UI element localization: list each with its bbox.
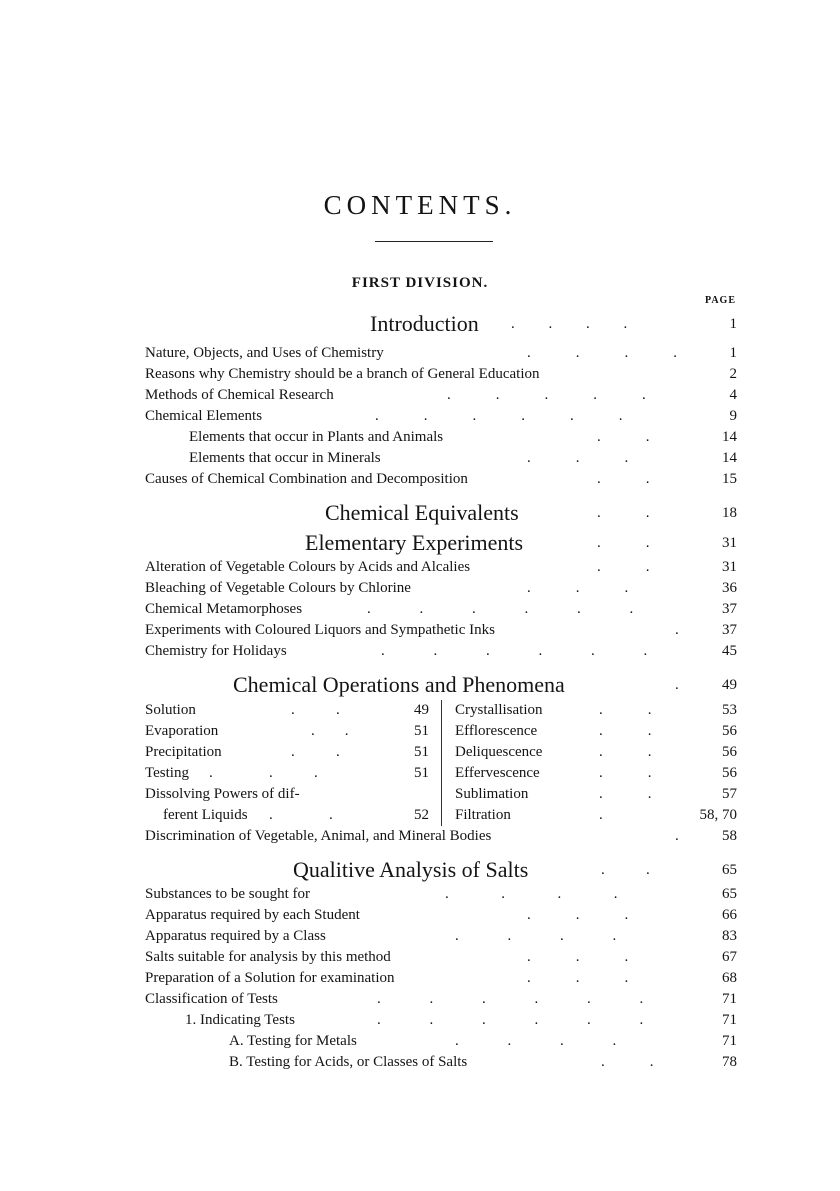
toc-entry <box>145 1031 737 1052</box>
entry-label: B. Testing for Acids, or Classes of Salts <box>229 1054 468 1070</box>
leader-dots: . . . <box>527 580 629 596</box>
leader-dots: . . <box>599 744 652 760</box>
leader-dots: . . . <box>209 765 318 781</box>
column-divider <box>441 700 442 826</box>
toc-entry <box>145 406 737 427</box>
entry-page: 49 <box>722 677 737 693</box>
toc-entry <box>145 641 737 662</box>
entry-label: Causes of Chemical Combination and Decomposition <box>145 471 468 487</box>
toc-entry <box>145 578 737 599</box>
op-label: Efflorescence <box>455 723 538 739</box>
op-page: 56 <box>722 723 737 739</box>
toc-entry <box>145 557 737 578</box>
entry-label: Elements that occur in Plants and Animals <box>189 429 444 445</box>
division-heading: FIRST DIVISION. <box>351 275 489 291</box>
toc-entry <box>145 469 737 490</box>
op-label: Precipitation <box>145 744 222 760</box>
entry-label: Apparatus required by each Student <box>145 907 360 923</box>
entry-page: 71 <box>722 1012 737 1028</box>
leader-dots: . . . . . . <box>375 408 623 424</box>
leader-dots: . . <box>601 862 650 878</box>
entry-page: 67 <box>722 949 737 965</box>
leader-dots: . . <box>597 471 650 487</box>
leader-dots: . . . . <box>455 928 617 944</box>
entry-page: 78 <box>722 1054 737 1070</box>
op-label: Effervescence <box>455 765 540 781</box>
leader-dots: . . <box>597 429 650 445</box>
entry-label: A. Testing for Metals <box>229 1033 357 1049</box>
leader-dots: . . . . . . <box>377 1012 644 1028</box>
entry-label: Introduction <box>370 311 479 336</box>
op-label: Solution <box>145 702 196 718</box>
op-page: 52 <box>414 807 429 823</box>
leader-dots: . . <box>599 765 652 781</box>
toc-entry <box>145 343 737 364</box>
op-label: Evaporation <box>145 723 219 739</box>
entry-page: 1 <box>729 345 737 361</box>
leader-dots: . . . <box>527 450 629 466</box>
leader-dots: . . <box>291 702 340 718</box>
entry-label: Alteration of Vegetable Colours by Acids and Alcalies <box>145 559 471 575</box>
entry-label: Elementary Experiments <box>305 530 524 555</box>
entry-page: 4 <box>729 387 737 403</box>
op-label: Deliquescence <box>455 744 543 760</box>
entry-label: Methods of Chemical Research <box>145 387 334 403</box>
entry-label: Bleaching of Vegetable Colours by Chlorine <box>145 580 411 596</box>
leader-dots: . <box>675 828 679 844</box>
entry-page: 18 <box>722 505 737 521</box>
op-page: 51 <box>414 765 429 781</box>
entry-page: 71 <box>722 1033 737 1049</box>
leader-dots: . . <box>291 744 340 760</box>
entry-label: Reasons why Chemistry should be a branch of General Education <box>145 366 540 382</box>
toc-entry <box>145 884 737 905</box>
leader-dots: . <box>599 807 603 823</box>
op-page: 49 <box>414 702 429 718</box>
entry-page: 14 <box>722 429 737 445</box>
entry-label: Salts suitable for analysis by this method <box>145 949 391 965</box>
entry-page: 68 <box>722 970 737 986</box>
leader-dots: . . <box>597 535 650 551</box>
toc-entry <box>145 826 737 847</box>
leader-dots: . . <box>597 505 650 521</box>
entry-label: Discrimination of Vegetable, Animal, and Mineral Bodies <box>145 828 492 844</box>
entry-page: 71 <box>722 991 737 1007</box>
entry-page: 14 <box>722 450 737 466</box>
leader-dots: . . . . . . <box>377 991 644 1007</box>
toc-entry <box>145 926 737 947</box>
toc-entry <box>145 947 737 968</box>
entry-page: 31 <box>722 535 737 551</box>
entry-page: 31 <box>722 559 737 575</box>
leader-dots: . . . . <box>455 1033 617 1049</box>
leader-dots: . . . <box>527 907 629 923</box>
entry-label: Chemistry for Holidays <box>145 643 287 659</box>
entry-label: 1. Indicating Tests <box>185 1012 295 1028</box>
page-title: CONTENTS. <box>323 190 517 220</box>
entry-label: Chemical Metamorphoses <box>145 601 303 617</box>
leader-dots: . . <box>599 786 652 802</box>
op-page: 51 <box>414 744 429 760</box>
op-label: Dissolving Powers of dif- <box>145 786 300 802</box>
entry-page: 83 <box>722 928 737 944</box>
op-label: ferent Liquids <box>163 807 248 823</box>
op-page: 53 <box>722 702 737 718</box>
op-page: 58, 70 <box>699 807 737 823</box>
toc-entry <box>145 448 737 469</box>
leader-dots: . . . <box>527 949 629 965</box>
toc-entry <box>145 385 737 406</box>
op-page: 56 <box>722 765 737 781</box>
leader-dots: . . <box>599 702 652 718</box>
entry-page: 65 <box>722 886 737 902</box>
entry-label: Qualitive Analysis of Salts <box>293 857 529 882</box>
leader-dots: . . <box>269 807 333 823</box>
title-rule <box>375 241 493 242</box>
toc-entry <box>145 427 737 448</box>
entry-label: Elements that occur in Minerals <box>189 450 381 466</box>
toc-entry <box>145 968 737 989</box>
leader-dots: . . . . . . <box>367 601 634 617</box>
leader-dots: . . . . . . <box>381 643 648 659</box>
entry-label: Preparation of a Solution for examination <box>145 970 395 986</box>
leader-dots: . . <box>597 559 650 575</box>
toc-entry <box>145 364 737 385</box>
toc-entry <box>145 1052 737 1073</box>
leader-dots: . . . <box>527 970 629 986</box>
toc-entry <box>145 1010 737 1031</box>
op-page: 57 <box>722 786 737 802</box>
entry-page: 58 <box>722 828 737 844</box>
entry-label: Apparatus required by a Class <box>145 928 326 944</box>
toc-entry <box>145 599 737 620</box>
toc-entry-qualitive-analysis <box>145 855 737 885</box>
leader-dots: . . <box>311 723 349 739</box>
entry-label: Chemical Elements <box>145 408 263 424</box>
entry-label: Substances to be sought for <box>145 886 310 902</box>
leader-dots: . . <box>601 1054 654 1070</box>
entry-page: 36 <box>722 580 737 596</box>
leader-dots: . . . . <box>527 345 677 361</box>
toc-entry-introduction <box>145 309 737 339</box>
entry-page: 2 <box>729 366 737 382</box>
toc-entry-chemical-operations <box>145 670 737 700</box>
entry-page: 9 <box>729 408 737 424</box>
entry-page: 45 <box>722 643 737 659</box>
entry-page: 37 <box>722 601 737 617</box>
operations-table <box>145 700 737 826</box>
op-label: Filtration <box>455 807 511 823</box>
leader-dots: . . <box>599 723 652 739</box>
toc-entry <box>145 620 737 641</box>
toc-entry-chemical-equivalents <box>145 498 737 528</box>
entry-label: Chemical Equivalents <box>325 500 519 525</box>
entry-page: 1 <box>729 316 737 332</box>
leader-dots: . . . . <box>511 316 628 332</box>
entry-label: Nature, Objects, and Uses of Chemistry <box>145 345 384 361</box>
op-label: Testing <box>145 765 189 781</box>
toc-entry-elementary-experiments <box>145 528 737 558</box>
entry-label: Classification of Tests <box>145 991 278 1007</box>
entry-label: Chemical Operations and Phenomena <box>233 672 565 697</box>
entry-page: 66 <box>722 907 737 923</box>
leader-dots: . <box>675 677 679 693</box>
entry-label: Experiments with Coloured Liquors and Sympathetic Inks <box>145 622 495 638</box>
toc-entry <box>145 905 737 926</box>
op-page: 56 <box>722 744 737 760</box>
toc-entry <box>145 989 737 1010</box>
op-label: Crystallisation <box>455 702 543 718</box>
leader-dots: . <box>675 622 679 638</box>
leader-dots: . . . . . <box>447 387 646 403</box>
op-label: Sublimation <box>455 786 529 802</box>
page-column-header: PAGE <box>704 295 736 306</box>
op-page: 51 <box>414 723 429 739</box>
entry-page: 37 <box>722 622 737 638</box>
entry-page: 15 <box>722 471 737 487</box>
entry-page: 65 <box>722 862 737 878</box>
leader-dots: . . . . <box>445 886 618 902</box>
